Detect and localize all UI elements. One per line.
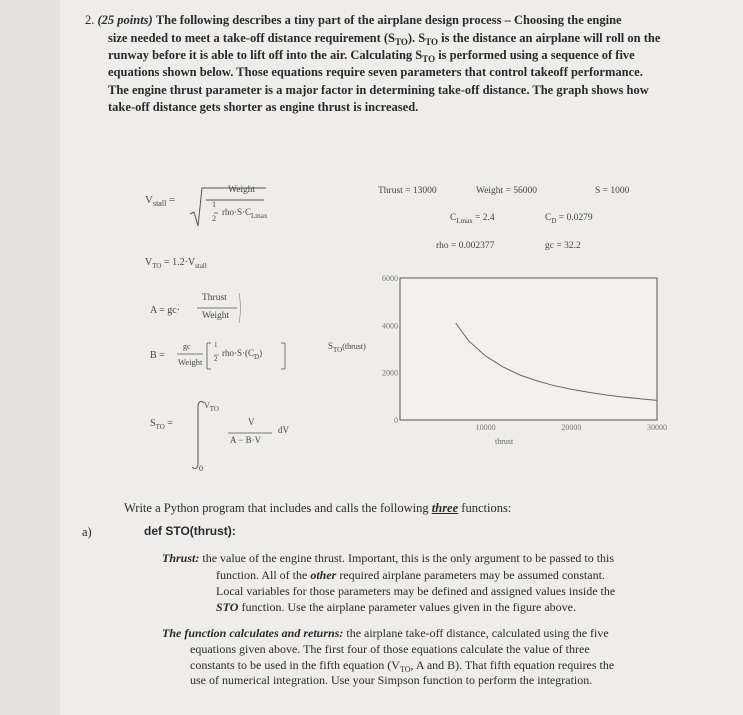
y-tick-label: 0 xyxy=(394,416,398,425)
upper-v: V xyxy=(204,401,210,410)
eq-vstall-one: 1 xyxy=(212,200,216,209)
param-gc: gc = 32.2 xyxy=(545,241,581,251)
y-tick-label: 6000 xyxy=(382,274,398,283)
eq-a-thrust: Thrust xyxy=(202,293,227,303)
intro-text-2b: ). S xyxy=(407,31,426,45)
y-tick-group xyxy=(382,274,398,425)
intro-text-6: take-off distance gets shorter as engine thrust is increased. xyxy=(108,100,419,114)
chart-xlabel: thrust xyxy=(495,437,514,446)
thrust-line-4a: STO xyxy=(216,600,239,614)
sto-sub-c: TO xyxy=(422,54,436,64)
rho-s-cl: rho·S·C xyxy=(222,207,251,217)
intro-text-4: equations shown below. Those equations require seven parameters that control takeoff performance. xyxy=(108,65,643,79)
plot-frame xyxy=(400,278,657,420)
eq-b-weight: Weight xyxy=(178,357,203,367)
y-tick-label: 4000 xyxy=(382,321,398,331)
vstall-sub: stall xyxy=(152,199,167,208)
eq-b-lhs: B = xyxy=(150,350,165,361)
eq-vstall-denom xyxy=(222,207,267,220)
cd-val: = 0.0279 xyxy=(558,213,593,223)
calc-line-3c: , A and B). That fifth equation requires the xyxy=(410,658,615,672)
eq-sto-num: V xyxy=(248,417,255,427)
intro-text-5: The engine thrust parameter is a major factor in determining take-off distance. The graph shows how xyxy=(108,83,649,97)
sto-sub: TO xyxy=(155,423,165,431)
eq-b-one: 1 xyxy=(214,341,218,349)
eq-b-two: 2 xyxy=(214,355,218,363)
x-tick-label: 30000 xyxy=(647,423,667,432)
calc-label: The function calculates and returns: xyxy=(162,626,344,640)
vstall-v: V xyxy=(145,194,153,206)
prompt-start: Write a Python program that includes and calls the following xyxy=(124,501,432,515)
problem-number: 2. xyxy=(85,13,95,27)
eq-b-gc: gc xyxy=(183,342,191,351)
calc-line-1: the airplane take-off distance, calculated using the five xyxy=(343,626,609,640)
thrust-line-1: the value of the engine thrust. Important, this is the only argument to be passed to this xyxy=(202,551,615,565)
vto-sub: TO xyxy=(152,262,162,270)
x-tick-label: 20000 xyxy=(561,423,582,432)
eq-vto xyxy=(145,257,207,270)
eq-vstall-weight: Weight xyxy=(228,185,256,195)
thrust-desc-4 xyxy=(216,599,576,615)
prompt-end: functions: xyxy=(458,501,512,515)
cd-sub-eq: D xyxy=(254,353,260,361)
vto-rhs-sub: stall xyxy=(195,262,207,270)
clmax-c: C xyxy=(450,213,457,223)
param-rho: rho = 0.002377 xyxy=(436,241,495,251)
param-s: S = 1000 xyxy=(595,186,630,196)
cd-sub: D xyxy=(551,217,557,225)
thrust-line-2c: required airplane parameters may be assumed constant. xyxy=(336,568,605,582)
sto-sub-b: TO xyxy=(425,37,439,47)
param-clmax xyxy=(450,213,495,225)
calc-desc-4: use of numerical integration. Use your Simpson function to perform the integration. xyxy=(190,673,593,687)
sto-sub-a: TO xyxy=(394,37,408,47)
thrust-label: Thrust: xyxy=(162,551,200,565)
param-weight: Weight = 56000 xyxy=(476,186,538,196)
eq-sto-upper xyxy=(204,401,219,413)
thrust-line-2b: other xyxy=(310,568,337,582)
thrust-line-4b: function. Use the airplane parameter values given in the figure above. xyxy=(238,600,576,614)
eq-vstall-lhs: $V_{stall}$ = xyxy=(145,194,176,208)
upper-sub: TO xyxy=(209,405,219,413)
cd-c: C xyxy=(545,213,552,223)
thrust-desc-2 xyxy=(216,567,605,583)
eq-a-weight: Weight xyxy=(202,311,230,321)
problem-points: (25 points) xyxy=(97,13,153,27)
intro-text-1: The following describes a tiny part of the airplane design process – Choosing the engine xyxy=(155,13,622,27)
x-tick-label: 10000 xyxy=(475,423,496,432)
eq-vstall-two: 2 xyxy=(212,214,216,223)
prompt-emph: three xyxy=(431,501,459,515)
y-tick-label: 2000 xyxy=(382,368,398,378)
intro-text-3a: runway before it is able to lift off into the air. Calculating S xyxy=(108,48,423,62)
sto-chart xyxy=(320,265,680,465)
param-cd xyxy=(545,213,593,225)
calc-line-3b: TO xyxy=(399,665,411,674)
intro-text-3b: is performed using a sequence of five xyxy=(435,48,635,62)
calc-line-3a: constants to be used in the fifth equation (V xyxy=(190,658,400,672)
intro-text-2c: is the distance an airplane will roll on the xyxy=(438,31,661,45)
eq-sto-lhs: $S_{TO}$ = xyxy=(150,418,173,431)
eq-sto-dv: dV xyxy=(278,425,289,435)
clmax-val: = 2.4 xyxy=(475,213,495,223)
param-thrust: Thrust = 13000 xyxy=(378,186,437,196)
thrust-desc-1 xyxy=(162,550,614,566)
chart-ylabel: $S_{TO}(thrust)$ xyxy=(328,341,366,354)
eq-b-rho: $rho\cdot S\cdot(C_D)$ xyxy=(222,348,263,361)
clmax-sub: Lmax xyxy=(456,217,473,225)
eq-sto-lower: 0 xyxy=(199,464,203,473)
calc-desc-2: equations given above. The first four of those equations calculate the value of three xyxy=(190,642,590,656)
eq-a-lhs: A = gc· xyxy=(150,305,181,316)
sto-s: S xyxy=(150,418,156,429)
rho-s-cd: rho·S·(C xyxy=(222,348,254,358)
part-a-marker: a) xyxy=(82,525,92,539)
eq-sto-den: A − B·V xyxy=(230,435,262,445)
clmax-sub-eq: Lmax xyxy=(251,212,268,220)
intro-text-2a: size needed to meet a take-off distance requirement (S xyxy=(108,31,395,45)
vto-rhs: = 1.2·V xyxy=(163,257,196,268)
problem-line-1 xyxy=(85,12,622,29)
calc-desc-1 xyxy=(162,625,609,641)
thrust-line-2a: function. All of the xyxy=(216,568,311,582)
def-line: def STO(thrust): xyxy=(144,524,236,538)
vto-v: V xyxy=(145,257,153,268)
x-tick-group xyxy=(476,423,667,432)
thrust-desc-3: Local variables for those parameters may be defined and assigned values inside the xyxy=(216,584,616,598)
part-a-prompt xyxy=(124,500,511,517)
